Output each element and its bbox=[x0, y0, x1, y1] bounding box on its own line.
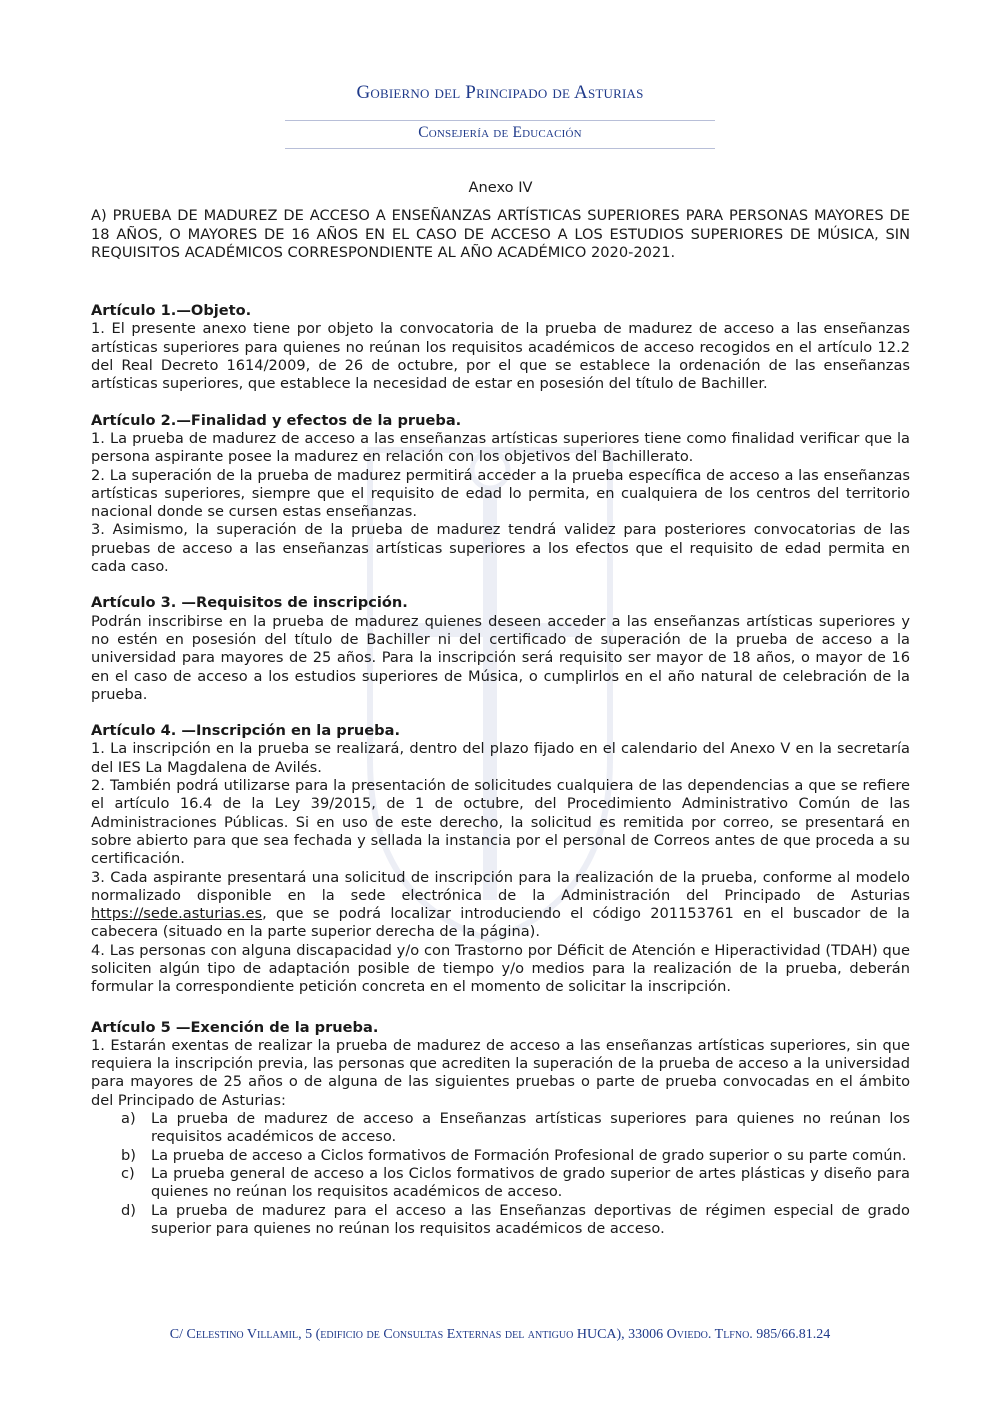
article-2-paragraph-2: 2. La superación de la prueba de madurez permitirá acceder a la prueba específica de acceso a las enseñanzas artísticas superiores, siempre que el requisito de edad lo permita, en cualquiera de los centros del territorio nacional donde se cursen estas enseñanzas. bbox=[91, 466, 910, 521]
document-body bbox=[91, 179, 910, 1238]
article-5-title: Artículo 5 —Exención de la prueba. bbox=[91, 1018, 379, 1036]
article-1-title: Artículo 1.—Objeto. bbox=[91, 302, 252, 320]
list-item-text: La prueba de acceso a Ciclos formativos de Formación Profesional de grado superior o su parte común. bbox=[151, 1146, 907, 1164]
header-department: Consejería de Educación bbox=[418, 124, 582, 141]
article-3-title: Artículo 3. —Requisitos de inscripción. bbox=[91, 594, 408, 612]
sede-asturias-link[interactable]: https://sede.asturias.es bbox=[91, 905, 263, 923]
header-divider-top bbox=[285, 120, 715, 121]
list-item-marker: d) bbox=[121, 1201, 136, 1219]
article-5-paragraph-1: 1. Estarán exentas de realizar la prueba de madurez de acceso a las enseñanzas artísticas superiores, sin que requiera la inscripción previa, las personas que acrediten la superación de la prueba de acceso a la universidad para mayores de 25 años o de alguna de las siguientes pruebas o parte de prueba convocadas en el ámbito del Principado de Asturias: bbox=[91, 1036, 910, 1109]
list-item-marker: c) bbox=[121, 1164, 135, 1182]
article-4-paragraph-3 bbox=[91, 869, 910, 942]
article-4-paragraph-1: 1. La inscripción en la prueba se realizará, dentro del plazo fijado en el calendario del Anexo V en la secretaría del IES La Magdalena de Avilés. bbox=[91, 740, 910, 776]
list-item-text: La prueba general de acceso a los Ciclos formativos de grado superior de artes plásticas y diseño para quienes no reúnan los requisitos académicos de acceso. bbox=[151, 1164, 910, 1201]
list-item bbox=[91, 1202, 910, 1239]
article-2-paragraph-3: 3. Asimismo, la superación de la prueba de madurez tendrá validez para posteriores convocatorias de las pruebas de acceso a las enseñanzas artísticas superiores a los efectos que el requisito de edad permita en cada caso. bbox=[91, 521, 910, 576]
list-item-text: La prueba de madurez de acceso a Enseñanzas artísticas superiores para quienes no reúnan los requisitos académicos de acceso. bbox=[151, 1110, 910, 1146]
header-divider-bottom bbox=[285, 148, 715, 149]
article-4-paragraph-3-text-before: 3. Cada aspirante presentará una solicitud de inscripción para la realización de la prueba, conforme al modelo normalizado disponible en la sede electrónica de la Administración del Principado de Asturias bbox=[91, 868, 910, 904]
main-heading: A) PRUEBA DE MADUREZ DE ACCESO A ENSEÑANZAS ARTÍSTICAS SUPERIORES PARA PERSONAS MAYORES DE 18 AÑOS, O MAYORES DE 16 AÑOS EN EL CASO DE ACCESO A LOS ESTUDIOS SUPERIORES DE MÚSICA, SIN REQUISITOS ACADÉMICOS CORRESPONDIENTE AL AÑO ACADÉMICO 2020-2021. bbox=[91, 207, 910, 261]
article-1-paragraph: 1. El presente anexo tiene por objeto la convocatoria de la prueba de madurez de acceso a las enseñanzas artísticas superiores para quienes no reúnan los requisitos académicos de acceso recogidos en el artículo 12.2 del Real Decreto 1614/2009, de 26 de octubre, por el que se establece la ordenación de las enseñanzas artísticas superiores, que establece la necesidad de estar en posesión del título de Bachiller. bbox=[91, 320, 910, 393]
article-4-paragraph-3-text-after: , que se podrá localizar introduciendo el código 201153761 en el buscador de la cabecera (situado en la parte superior derecha de la página). bbox=[91, 905, 910, 941]
header-government: Gobierno del Principado de Asturias bbox=[356, 82, 644, 103]
list-item-marker: a) bbox=[121, 1110, 136, 1128]
article-2-paragraph-1: 1. La prueba de madurez de acceso a las enseñanzas artísticas superiores tiene como finalidad verificar que la persona aspirante posee la madurez en relación con los objetivos del Bachillerato. bbox=[91, 429, 910, 466]
exemption-list bbox=[91, 1110, 910, 1238]
list-item-marker: b) bbox=[121, 1146, 136, 1164]
list-item bbox=[91, 1165, 910, 1202]
article-2-title: Artículo 2.—Finalidad y efectos de la prueba. bbox=[91, 411, 462, 429]
article-4-paragraph-4: 4. Las personas con alguna discapacidad y/o con Trastorno por Déficit de Atención e Hiperactividad (TDAH) que soliciten algún tipo de adaptación posible de tiempo y/o medios para la realización de la prueba, deberán formular la correspondiente petición concreta en el momento de solicitar la inscripción. bbox=[91, 941, 910, 996]
article-3-paragraph: Podrán inscribirse en la prueba de madurez quienes deseen acceder a las enseñanzas artísticas superiores y no estén en posesión del título de Bachiller ni del certificado de superación de la prueba de acceso a la universidad para mayores de 25 años. Para la inscripción será requisito ser mayor de 18 años, o mayor de 16 en el caso de acceso a los estudios superiores de Música, o cumplirlos en el año natural de celebración de la prueba. bbox=[91, 612, 910, 703]
list-item-text: La prueba de madurez para el acceso a las Enseñanzas deportivas de régimen especial de grado superior para quienes no reúnan los requisitos académicos de acceso. bbox=[151, 1201, 910, 1237]
article-4-title: Artículo 4. —Inscripción en la prueba. bbox=[91, 722, 401, 740]
list-item bbox=[91, 1110, 910, 1147]
footer-address: C/ Celestino Villamil, 5 (edificio de Consultas Externas del antiguo HUCA), 33006 Oviedo. Tlfno. 985/66.81.24 bbox=[169, 1327, 831, 1342]
list-item bbox=[91, 1147, 910, 1165]
article-4-paragraph-2: 2. También podrá utilizarse para la presentación de solicitudes cualquiera de las dependencias a que se refiere el artículo 16.4 de la Ley 39/2015, de 1 de octubre, del Procedimiento Administrativo Común de las Administraciones Públicas. Si en uso de este derecho, la solicitud es remitida por correo, se presentará en sobre abierto para que sea fechada y sellada la instancia por el personal de Correos antes de que proceda a su certificación. bbox=[91, 777, 910, 868]
annex-label: Anexo IV bbox=[468, 179, 533, 196]
